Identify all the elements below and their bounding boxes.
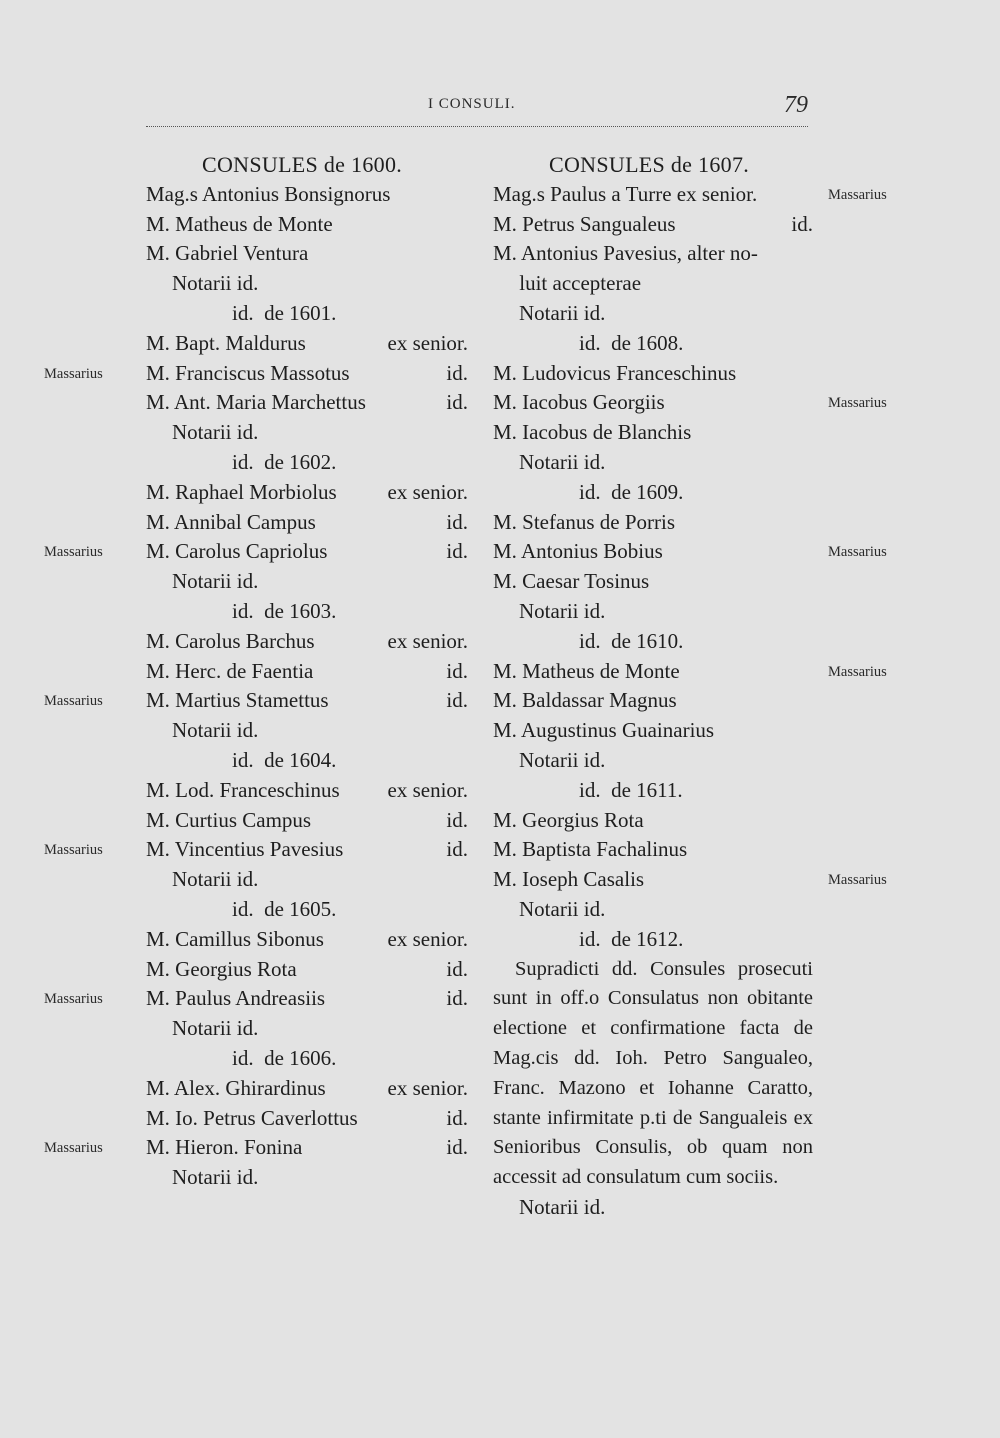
rank-note: ex senior. — [387, 330, 468, 355]
rank-note: id. — [791, 211, 813, 236]
left-entry-line — [146, 388, 486, 418]
left-notarii-line: Notarii id. — [172, 1165, 259, 1190]
consul-name: M. Carolus Barchus — [146, 628, 315, 653]
left-entry-line — [146, 1133, 486, 1163]
left-year-line: id. de 1601. — [232, 300, 337, 325]
left-column — [146, 150, 486, 1193]
margin-note-massarius: Massarius — [828, 186, 887, 203]
right-entry-line: M. Ioseph Casalis — [493, 867, 645, 892]
left-entry-line — [146, 627, 486, 657]
consul-name: M. Bapt. Maldurus — [146, 330, 306, 355]
margin-note-massarius: Massarius — [44, 544, 103, 561]
right-year-line: id. de 1610. — [579, 628, 684, 653]
consul-name: M. Annibal Campus — [146, 509, 316, 534]
right-entry-line: Mag.s Paulus a Turre ex senior. — [493, 181, 758, 206]
left-notarii-line: Notarii id. — [172, 569, 259, 594]
rank-note: ex senior. — [387, 1075, 468, 1100]
consul-name: M. Georgius Rota — [146, 956, 297, 981]
left-entry-line: M. Gabriel Ventura — [146, 241, 309, 266]
rank-note: ex senior. — [387, 479, 468, 504]
left-notarii-line: Notarii id. — [172, 718, 259, 743]
rank-note: ex senior. — [387, 926, 468, 951]
closing-notarii: Notarii id. — [519, 1194, 606, 1219]
left-year-line: id. de 1602. — [232, 449, 337, 474]
consul-name: M. Franciscus Massotus — [146, 360, 350, 385]
margin-note-massarius: Massarius — [44, 842, 103, 859]
left-year-line: id. de 1606. — [232, 1045, 337, 1070]
consul-name: M. Alex. Ghirardinus — [146, 1075, 326, 1100]
right-entry-line: luit accepterae — [493, 271, 642, 296]
margin-note-massarius: Massarius — [828, 544, 887, 561]
consul-name: M. Io. Petrus Caverlottus — [146, 1105, 358, 1130]
rank-note: id. — [446, 539, 468, 564]
right-entry-line: M. Iacobus Georgiis — [493, 390, 665, 415]
left-notarii-line: Notarii id. — [172, 867, 259, 892]
left-entry-line — [146, 776, 486, 806]
left-entry-line — [146, 329, 486, 359]
margin-note-massarius: Massarius — [44, 365, 103, 382]
right-entry-line — [493, 210, 813, 240]
right-entry-line: M. Baptista Fachalinus — [493, 837, 688, 862]
rank-note: id. — [446, 986, 468, 1011]
consul-name: M. Martius Stamettus — [146, 688, 329, 713]
consul-name: M. Vincentius Pavesius — [146, 837, 344, 862]
consul-name: M. Paulus Andreasiis — [146, 986, 326, 1011]
rank-note: id. — [446, 658, 468, 683]
header-rule — [146, 126, 808, 127]
left-entry-line — [146, 657, 486, 687]
rank-note: id. — [446, 807, 468, 832]
right-entry-line: M. Ludovicus Franceschinus — [493, 360, 737, 385]
right-notarii-line: Notarii id. — [519, 449, 606, 474]
margin-note-massarius: Massarius — [44, 693, 103, 710]
left-entry-line — [146, 925, 486, 955]
right-year-line: id. de 1612. — [579, 926, 684, 951]
rank-note: id. — [446, 1135, 468, 1160]
left-entry-line — [146, 984, 486, 1014]
rank-note: id. — [446, 837, 468, 862]
right-year-line: id. de 1611. — [579, 777, 683, 802]
margin-note-massarius: Massarius — [828, 395, 887, 412]
left-year-line: id. de 1604. — [232, 747, 337, 772]
left-entry-line — [146, 955, 486, 985]
right-entry-line: M. Antonius Pavesius, alter no- — [493, 241, 758, 266]
right-entry-line: M. Georgius Rota — [493, 807, 644, 832]
right-entry-line: M. Antonius Bobius — [493, 539, 663, 564]
left-entry-line — [146, 1074, 486, 1104]
left-heading-line: CONSULES de 1600. — [202, 152, 403, 177]
margin-note-massarius: Massarius — [828, 872, 887, 889]
consul-name: M. Hieron. Fonina — [146, 1135, 303, 1160]
left-entry-line — [146, 508, 486, 538]
left-year-line: id. de 1605. — [232, 896, 337, 921]
right-notarii-line: Notarii id. — [519, 896, 606, 921]
left-entry-line — [146, 537, 486, 567]
right-notarii-line: Notarii id. — [519, 300, 606, 325]
right-entry-line: M. Augustinus Guainarius — [493, 718, 715, 743]
left-entry-line: Mag.s Antonius Bonsignorus — [146, 181, 391, 206]
right-entry-line: M. Baldassar Magnus — [493, 688, 677, 713]
margin-note-massarius: Massarius — [44, 1140, 103, 1157]
right-column — [493, 150, 813, 1223]
margin-note-massarius: Massarius — [828, 663, 887, 680]
left-entry-line — [146, 478, 486, 508]
rank-note: id. — [446, 509, 468, 534]
rank-note: id. — [446, 1105, 468, 1130]
right-heading-line: CONSULES de 1607. — [549, 152, 750, 177]
closing-paragraph: Supradicti dd. Consules prosecuti sunt in off.o Consulatus non obitante electione et confirmatione facta de Mag.cis dd. Ioh. Petro Sangualeo, Franc. Mazono et Iohanne Caratto, stante infirmitate p.ti de Sangualeis ex Senioribus Consulis, ob quam non accessit ad consulatum cum sociis. — [493, 957, 813, 1189]
rank-note: id. — [446, 956, 468, 981]
left-notarii-line: Notarii id. — [172, 1016, 259, 1041]
consul-name: M. Carolus Capriolus — [146, 539, 328, 564]
consul-name: M. Camillus Sibonus — [146, 926, 324, 951]
consul-name: M. Raphael Morbiolus — [146, 479, 337, 504]
page-number: 79 — [784, 92, 808, 118]
consul-name: M. Herc. de Faentia — [146, 658, 314, 683]
left-entry-line — [146, 1104, 486, 1134]
rank-note: ex senior. — [387, 777, 468, 802]
running-title: I CONSULI. — [428, 96, 516, 112]
consul-name: M. Lod. Franceschinus — [146, 777, 340, 802]
right-year-line: id. de 1609. — [579, 479, 684, 504]
left-entry-line — [146, 686, 486, 716]
rank-note: ex senior. — [387, 628, 468, 653]
right-entry-line: M. Caesar Tosinus — [493, 569, 650, 594]
left-entry-line — [146, 359, 486, 389]
left-entry-line: M. Matheus de Monte — [146, 211, 333, 236]
rank-note: id. — [446, 360, 468, 385]
rank-note: id. — [446, 688, 468, 713]
rank-note: id. — [446, 390, 468, 415]
consul-name: M. Ant. Maria Marchettus — [146, 390, 366, 415]
margin-note-massarius: Massarius — [44, 991, 103, 1008]
right-entry-line: M. Stefanus de Porris — [493, 509, 675, 534]
right-entry-line: M. Iacobus de Blanchis — [493, 420, 692, 445]
right-entry-line: M. Matheus de Monte — [493, 658, 680, 683]
consul-name: M. Petrus Sangualeus — [493, 211, 676, 236]
left-year-line: id. de 1603. — [232, 598, 337, 623]
consul-name: M. Curtius Campus — [146, 807, 312, 832]
left-notarii-line: Notarii id. — [172, 271, 259, 296]
left-entry-line — [146, 835, 486, 865]
right-notarii-line: Notarii id. — [519, 747, 606, 772]
right-notarii-line: Notarii id. — [519, 598, 606, 623]
left-entry-line — [146, 806, 486, 836]
right-year-line: id. de 1608. — [579, 330, 684, 355]
left-notarii-line: Notarii id. — [172, 420, 259, 445]
